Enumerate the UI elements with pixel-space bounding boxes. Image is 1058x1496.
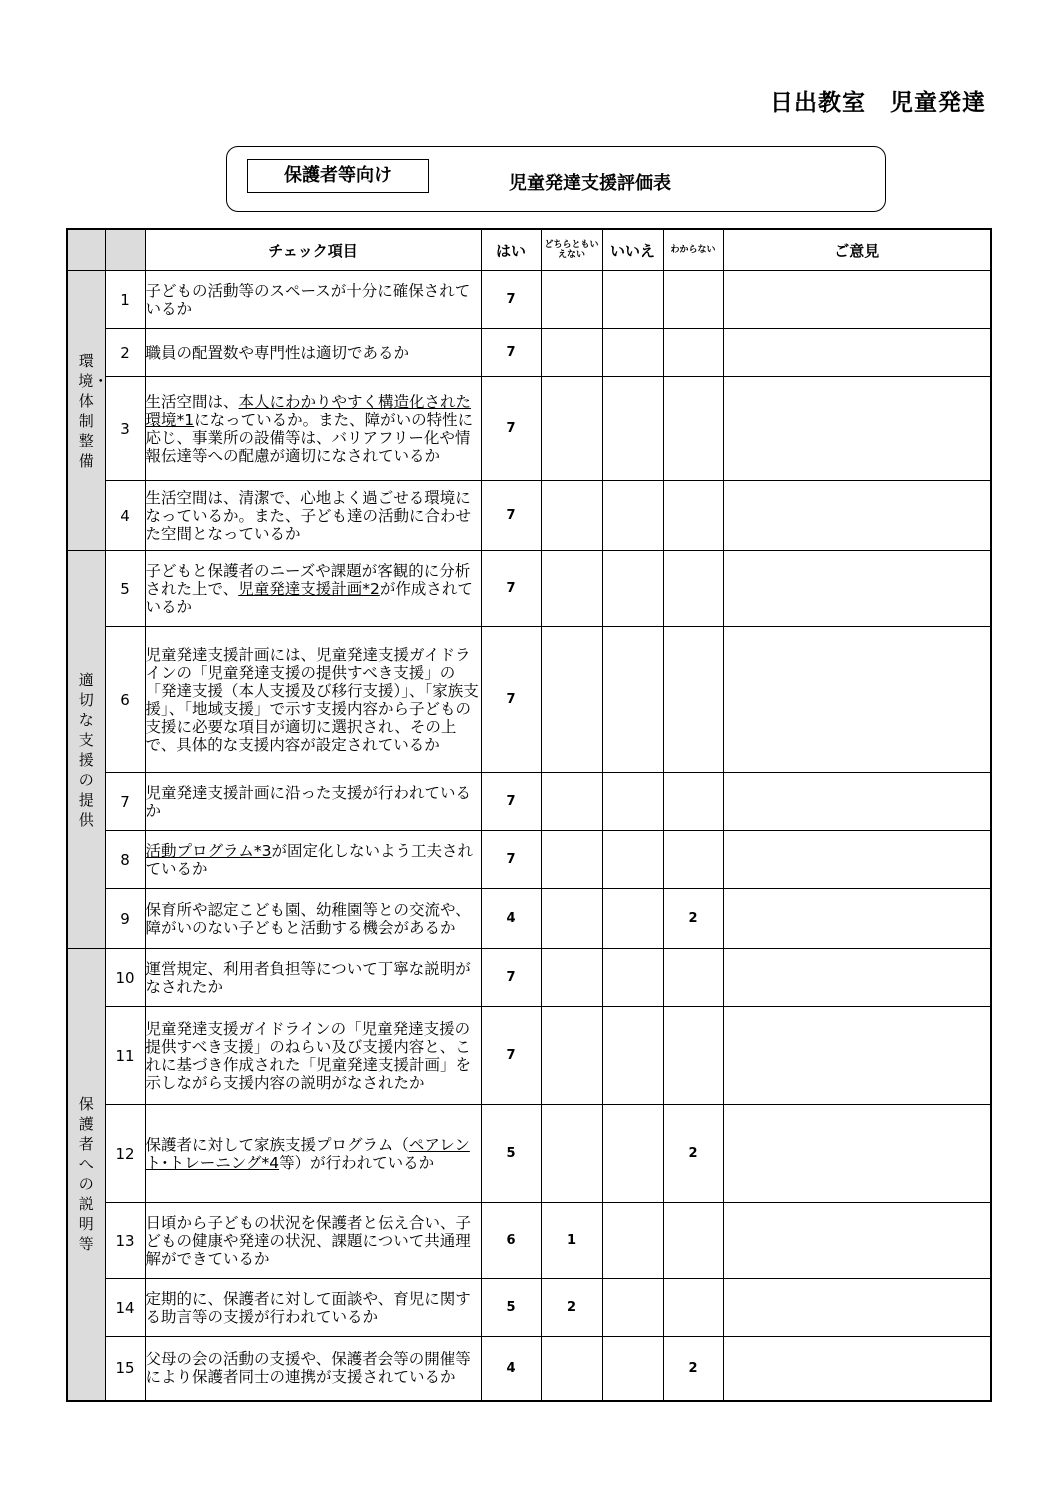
table-row xyxy=(67,329,991,377)
neutral-header: どちらともいえない xyxy=(541,229,602,271)
no-count xyxy=(602,627,663,773)
row-number: 10 xyxy=(105,949,145,1007)
opinion-cell xyxy=(723,627,991,773)
no-count xyxy=(602,889,663,949)
unknown-count xyxy=(663,329,723,377)
yes-count: 7 xyxy=(481,481,541,551)
item-text-segment: 保護者に対して家族支援プログラム（ xyxy=(145,1135,409,1154)
unknown-count xyxy=(663,1279,723,1337)
category-cell xyxy=(67,551,105,949)
unknown-count xyxy=(663,773,723,831)
no-count xyxy=(602,551,663,627)
row-number: 15 xyxy=(105,1337,145,1401)
yes-count: 4 xyxy=(481,1337,541,1401)
opinion-header: ご意見 xyxy=(723,229,991,271)
check-item-text xyxy=(145,1007,481,1105)
check-item-text xyxy=(145,1279,481,1337)
check-item-text xyxy=(145,1337,481,1401)
row-number: 11 xyxy=(105,1007,145,1105)
row-number: 8 xyxy=(105,831,145,889)
row-number: 2 xyxy=(105,329,145,377)
neutral-count xyxy=(541,773,602,831)
row-number: 12 xyxy=(105,1105,145,1203)
unknown-count xyxy=(663,271,723,329)
item-text-segment: 生活空間は、 xyxy=(145,392,239,411)
no-count xyxy=(602,949,663,1007)
opinion-cell xyxy=(723,377,991,481)
no-count xyxy=(602,1007,663,1105)
no-count xyxy=(602,773,663,831)
opinion-cell xyxy=(723,889,991,949)
table-row xyxy=(67,481,991,551)
yes-count: 7 xyxy=(481,627,541,773)
table-row xyxy=(67,627,991,773)
table-row xyxy=(67,1105,991,1203)
no-count xyxy=(602,481,663,551)
category-label: 適切な支援の提供 xyxy=(78,670,94,829)
table-row xyxy=(67,1203,991,1279)
opinion-cell xyxy=(723,949,991,1007)
neutral-count xyxy=(541,551,602,627)
row-number: 4 xyxy=(105,481,145,551)
check-item-text xyxy=(145,831,481,889)
check-item-text xyxy=(145,481,481,551)
category-label: 環境・体制整備 xyxy=(78,351,109,470)
opinion-cell xyxy=(723,831,991,889)
annotated-term: ペアレント･トレーニング*4 xyxy=(145,1135,470,1172)
row-number: 1 xyxy=(105,271,145,329)
no-count xyxy=(602,1203,663,1279)
table-row xyxy=(67,1279,991,1337)
unknown-count xyxy=(663,627,723,773)
opinion-cell xyxy=(723,1105,991,1203)
table-row xyxy=(67,1007,991,1105)
no-count xyxy=(602,377,663,481)
row-number: 7 xyxy=(105,773,145,831)
yes-count: 5 xyxy=(481,1279,541,1337)
row-number: 13 xyxy=(105,1203,145,1279)
row-number: 3 xyxy=(105,377,145,481)
form-title: 児童発達支援評価表 xyxy=(509,173,671,194)
no-count xyxy=(602,831,663,889)
item-text-segment: 等）が行われているか xyxy=(279,1153,435,1172)
no-count xyxy=(602,271,663,329)
table-row xyxy=(67,949,991,1007)
neutral-count xyxy=(541,271,602,329)
form-header-box xyxy=(226,146,886,212)
check-item-header: チェック項目 xyxy=(145,229,481,271)
category-label: 保護者への説明等 xyxy=(78,1095,94,1254)
item-text-segment: 保育所や認定こども園、幼稚園等との交流や、障がいのない子どもと活動する機会があるか xyxy=(145,900,471,937)
unknown-count: 2 xyxy=(663,889,723,949)
annotated-term: 児童発達支援計画*2 xyxy=(238,579,380,598)
yes-count: 6 xyxy=(481,1203,541,1279)
unknown-count xyxy=(663,949,723,1007)
neutral-count xyxy=(541,1007,602,1105)
check-item-text xyxy=(145,551,481,627)
yes-header: はい xyxy=(481,229,541,271)
table-row xyxy=(67,377,991,481)
unknown-count xyxy=(663,377,723,481)
unknown-count xyxy=(663,481,723,551)
no-count xyxy=(602,1279,663,1337)
check-item-text xyxy=(145,949,481,1007)
target-audience-label: 保護者等向け xyxy=(247,159,429,193)
unknown-count xyxy=(663,1203,723,1279)
row-number: 5 xyxy=(105,551,145,627)
item-text-segment: 児童発達支援計画に沿った支援が行われているか xyxy=(145,783,472,820)
yes-count: 4 xyxy=(481,889,541,949)
yes-count: 7 xyxy=(481,551,541,627)
check-item-text xyxy=(145,773,481,831)
check-item-text xyxy=(145,377,481,481)
item-text-segment: 児童発達支援計画には、児童発達支援ガイドラインの「児童発達支援の提供すべき支援」の「発達支援（本人支援及び移行支援）」、「家族支援」、「地域支援」で示す支援内容から子どもの支援に必要な項目が適切に選択され、その上で、具体的な支援内容が設定されているか xyxy=(145,645,479,754)
check-item-text xyxy=(145,329,481,377)
neutral-count xyxy=(541,949,602,1007)
yes-count: 7 xyxy=(481,329,541,377)
category-header xyxy=(67,229,105,271)
row-number: 6 xyxy=(105,627,145,773)
item-text-segment: 日頃から子どもの状況を保護者と伝え合い、子どもの健康や発達の状況、課題について共通理解ができているか xyxy=(145,1213,472,1268)
opinion-cell xyxy=(723,1203,991,1279)
neutral-count xyxy=(541,1105,602,1203)
item-text-segment: 生活空間は、清潔で、心地よく過ごせる環境になっているか。また、子ども達の活動に合わせた空間となっているか xyxy=(145,488,472,543)
facility-title: 日出教室 児童発達 xyxy=(770,90,986,116)
opinion-cell xyxy=(723,481,991,551)
check-item-text xyxy=(145,1203,481,1279)
item-text-segment: 運営規定、利用者負担等について丁寧な説明がなされたか xyxy=(145,959,471,996)
neutral-count: 1 xyxy=(541,1203,602,1279)
yes-count: 7 xyxy=(481,949,541,1007)
neutral-count xyxy=(541,377,602,481)
item-text-segment: 父母の会の活動の支援や、保護者会等の開催等により保護者同士の連携が支援されているか xyxy=(145,1350,471,1387)
unknown-header: わからない xyxy=(663,229,723,271)
neutral-count xyxy=(541,481,602,551)
item-text-segment: になっているか。また、障がいの特性に応じ、事業所の設備等は、バリアフリー化や情報伝達等への配慮が適切になされているか xyxy=(145,410,474,465)
no-count xyxy=(602,329,663,377)
check-item-text xyxy=(145,889,481,949)
yes-count: 7 xyxy=(481,831,541,889)
unknown-count xyxy=(663,1007,723,1105)
yes-count: 7 xyxy=(481,377,541,481)
item-text-segment: 職員の配置数や専門性は適切であるか xyxy=(145,343,410,362)
unknown-count xyxy=(663,831,723,889)
neutral-count xyxy=(541,627,602,773)
opinion-cell xyxy=(723,271,991,329)
annotated-term: 活動プログラム*3 xyxy=(145,841,272,860)
item-text-segment: 子どもと保護者のニーズや課題が客観的に分析された上で、 xyxy=(145,561,471,598)
neutral-count xyxy=(541,831,602,889)
no-header: いいえ xyxy=(602,229,663,271)
number-header xyxy=(105,229,145,271)
yes-count: 7 xyxy=(481,773,541,831)
neutral-count: 2 xyxy=(541,1279,602,1337)
unknown-count: 2 xyxy=(663,1337,723,1401)
unknown-count: 2 xyxy=(663,1105,723,1203)
unknown-count xyxy=(663,551,723,627)
check-item-text xyxy=(145,1105,481,1203)
neutral-count xyxy=(541,1337,602,1401)
category-cell xyxy=(67,949,105,1401)
table-row xyxy=(67,889,991,949)
opinion-cell xyxy=(723,329,991,377)
neutral-count xyxy=(541,329,602,377)
annotated-term: 本人にわかりやすく構造化された環境*1 xyxy=(145,392,472,429)
row-number: 9 xyxy=(105,889,145,949)
evaluation-table xyxy=(66,228,992,1402)
item-text-segment: が固定化しないよう工夫されているか xyxy=(145,841,473,878)
yes-count: 5 xyxy=(481,1105,541,1203)
yes-count: 7 xyxy=(481,1007,541,1105)
check-item-text xyxy=(145,271,481,329)
check-item-text xyxy=(145,627,481,773)
table-row xyxy=(67,551,991,627)
category-cell xyxy=(67,271,109,551)
opinion-cell xyxy=(723,1337,991,1401)
table-body xyxy=(67,271,991,1401)
item-text-segment: 定期的に、保護者に対して面談や、育児に関する助言等の支援が行われているか xyxy=(145,1289,471,1326)
opinion-cell xyxy=(723,773,991,831)
neutral-count xyxy=(541,889,602,949)
no-count xyxy=(602,1337,663,1401)
table-row xyxy=(67,831,991,889)
opinion-cell xyxy=(723,551,991,627)
item-text-segment: 児童発達支援ガイドラインの「児童発達支援の提供すべき支援」のねらい及び支援内容と、これに基づき作成された「児童発達支援計画」を示しながら支援内容の説明がなされたか xyxy=(145,1019,472,1092)
no-count xyxy=(602,1105,663,1203)
table-row xyxy=(67,1337,991,1401)
table-header-row xyxy=(67,229,991,271)
row-number: 14 xyxy=(105,1279,145,1337)
yes-count: 7 xyxy=(481,271,541,329)
item-text-segment: が作成されているか xyxy=(145,579,473,616)
opinion-cell xyxy=(723,1007,991,1105)
item-text-segment: 子どもの活動等のスペースが十分に確保されているか xyxy=(145,281,471,318)
table-row xyxy=(67,271,991,329)
opinion-cell xyxy=(723,1279,991,1337)
table-row xyxy=(67,773,991,831)
